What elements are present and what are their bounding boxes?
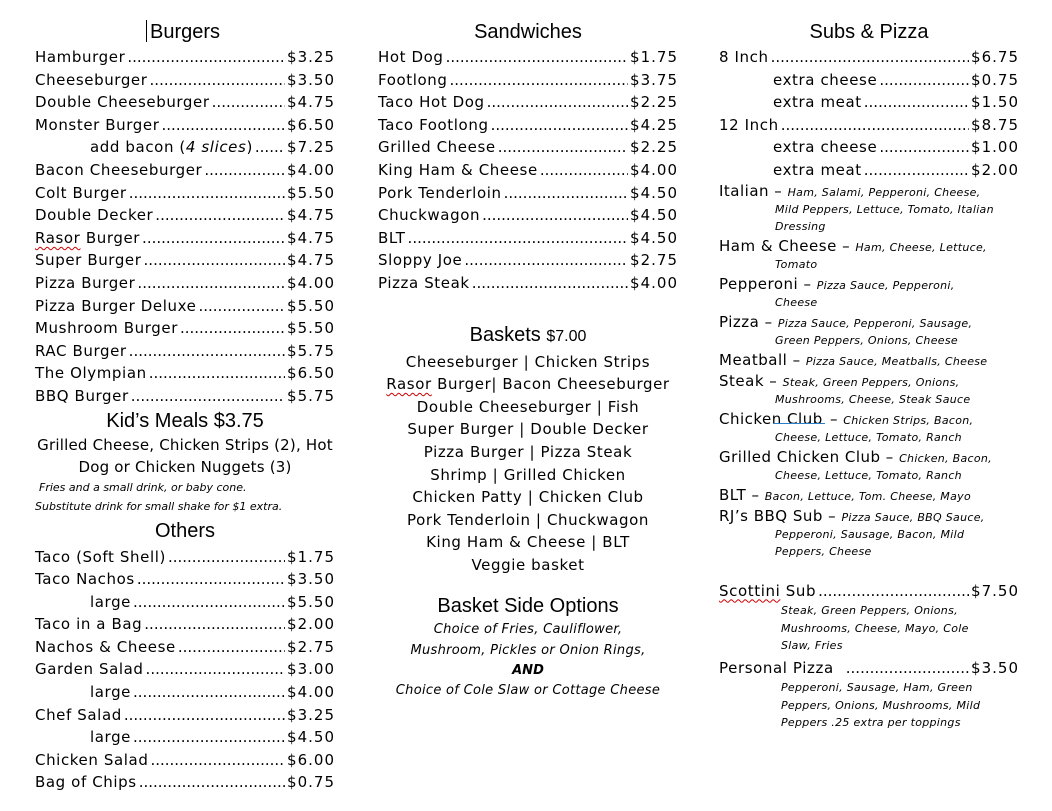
- menu-item-price: $2.75: [287, 637, 335, 656]
- menu-item-name: Pork Tenderloin: [378, 183, 502, 202]
- basket-line: Shrimp | Grilled Chicken: [430, 465, 626, 484]
- subs-title: Subs & Pizza: [809, 21, 929, 43]
- menu-item-name: Pizza Steak: [378, 273, 470, 292]
- sub-item-name: Meatball: [719, 350, 788, 369]
- menu-item-name: Taco Nachos: [35, 570, 135, 589]
- menu-item-name: large: [90, 683, 132, 702]
- menu-item-price: $4.00: [630, 160, 678, 179]
- menu-item-name: Mushroom Burger: [35, 319, 178, 338]
- menu-item: [719, 46, 1019, 69]
- menu-item-name: Pizza Burger: [35, 273, 136, 292]
- menu-item-name: Taco (Soft Shell): [35, 547, 166, 566]
- sub-item-name: Steak: [719, 371, 765, 390]
- basket-line: Chicken Patty | Chicken Club: [412, 488, 644, 507]
- menu-item: [35, 613, 335, 636]
- menu-item: [35, 295, 335, 318]
- desc-line: Peppers, Onions, Mushrooms, Mild: [781, 698, 981, 712]
- link-underline: [773, 413, 825, 424]
- menu-item-price: $3.75: [630, 70, 678, 89]
- sub-item: Ham & Cheese – Ham, Cheese, Lettuce, Tomato: [719, 238, 1019, 273]
- personal-pizza-name: Personal Pizza: [719, 658, 834, 677]
- kids-line2: Dog or Chicken Nuggets (3): [78, 457, 292, 476]
- menu-item: [35, 227, 335, 250]
- menu-item: [378, 69, 678, 92]
- menu-item-name: Chicken Salad: [35, 750, 149, 769]
- menu-item-name: Colt Burger: [35, 183, 127, 202]
- menu-item-price: $1.50: [971, 93, 1019, 112]
- menu-item-name: add bacon (4 slices): [90, 138, 253, 157]
- menu-item-name: Sloppy Joe: [378, 251, 463, 270]
- basket-line: King Ham & Cheese | BLT: [426, 533, 630, 552]
- menu-item: [35, 385, 335, 408]
- sub-item-desc: Chicken, Bacon,: [899, 451, 992, 465]
- desc-line: Peppers .25 extra per toppings: [781, 716, 961, 730]
- menu-item-name: Footlong: [378, 70, 448, 89]
- menu-item-price: $5.75: [287, 341, 335, 360]
- menu-item: [35, 704, 335, 727]
- menu-item: [719, 91, 1019, 114]
- column-burgers: [35, 18, 335, 794]
- baskets-title: [378, 321, 678, 351]
- sub-item: Chicken Club – Chicken Strips, Bacon, Cheese, Lettuce, Tomato, Ranch: [719, 411, 1019, 446]
- sub-item-name: Ham & Cheese: [719, 236, 837, 255]
- sub-item-desc: Pizza Sauce, Pepperoni, Sausage,: [777, 316, 973, 330]
- desc-line: Pepperoni, Sausage, Ham, Green: [781, 681, 973, 695]
- menu-item: [35, 136, 335, 159]
- menu-item-name: 8 Inch: [719, 48, 769, 66]
- menu-item-name: extra meat: [773, 160, 862, 179]
- menu-item: [719, 136, 1019, 159]
- menu-item: [35, 317, 335, 340]
- menu-item-price: $5.50: [287, 296, 335, 315]
- menu-item-price: $7.25: [287, 138, 335, 157]
- menu-item-name: Bacon Cheeseburger: [35, 160, 203, 179]
- menu-item-price: $5.50: [287, 319, 335, 338]
- menu-item-name: The Olympian: [35, 364, 147, 383]
- sub-item-desc: Pizza Sauce, Pepperoni,: [816, 278, 955, 292]
- scottini-price: $7.50: [971, 581, 1019, 600]
- menu-item: [35, 69, 335, 92]
- menu-item-name: extra meat: [773, 93, 862, 112]
- menu-item: [35, 771, 335, 794]
- menu-item-name: RAC Burger: [35, 341, 127, 360]
- sub-item-name: RJ’s BBQ Sub: [719, 506, 823, 525]
- menu-item: [35, 249, 335, 272]
- menu-item-price: $3.25: [287, 48, 335, 66]
- sub-item-desc-cont: Cheese, Lettuce, Tomato, Ranch: [775, 430, 962, 444]
- menu-item-price: $4.75: [287, 206, 335, 225]
- sub-item-name: Italian: [719, 181, 770, 200]
- menu-item-price: $4.50: [630, 183, 678, 202]
- sub-item-name: Pizza: [719, 312, 760, 331]
- menu-item-price: $4.75: [287, 251, 335, 270]
- subs-size-list: [719, 46, 1019, 182]
- menu-item-price: $0.75: [287, 773, 335, 792]
- menu-item: [35, 726, 335, 749]
- sub-item-desc-cont: Dressing: [775, 219, 826, 233]
- sub-item-desc: Pizza Sauce, BBQ Sauce,: [841, 510, 985, 524]
- sub-item-name: BLT: [719, 485, 747, 504]
- scottini-block: [719, 580, 1019, 655]
- menu-item-name: Double Cheeseburger: [35, 93, 210, 112]
- menu-item-price: $8.75: [971, 115, 1019, 134]
- basket-line: Pizza Burger | Pizza Steak: [423, 442, 633, 461]
- menu-item-price: $1.75: [287, 547, 335, 566]
- sub-item-name: Chicken Club: [719, 409, 823, 428]
- menu-item-name: 12 Inch: [719, 115, 779, 134]
- baskets-list: [378, 351, 678, 577]
- menu-item: [35, 749, 335, 772]
- burgers-list: [35, 46, 335, 408]
- menu-item-name: BBQ Burger: [35, 386, 129, 405]
- menu-item: [35, 204, 335, 227]
- scottini-row: [719, 580, 1019, 603]
- menu-item: [35, 658, 335, 681]
- menu-item: [35, 114, 335, 137]
- menu-item-name: large: [90, 728, 132, 747]
- basket-line: Double Cheeseburger | Fish: [416, 397, 640, 416]
- menu-item-name: Cheeseburger: [35, 70, 148, 89]
- menu-item-price: $6.75: [971, 48, 1019, 66]
- kids-line1: Grilled Cheese, Chicken Strips (2), Hot: [37, 435, 333, 454]
- sub-item: RJ’s BBQ Sub – Pizza Sauce, BBQ Sauce, Pepperoni, Sausage, Bacon, Mild Peppers, Cheese: [719, 508, 1019, 560]
- menu-item: [35, 568, 335, 591]
- menu-item-name: Bag of Chips: [35, 773, 137, 792]
- menu-item-price: $4.75: [287, 228, 335, 247]
- menu-item: [378, 272, 678, 295]
- menu-item-price: $5.50: [287, 183, 335, 202]
- menu-item: [378, 46, 678, 69]
- menu-item: [378, 91, 678, 114]
- side-options-line3: Choice of Cole Slaw or Cottage Cheese: [395, 683, 661, 699]
- menu-item-name: Rasor Burger: [35, 228, 141, 247]
- menu-item: [719, 159, 1019, 182]
- menu-item: [35, 546, 335, 569]
- menu-item-name: King Ham & Cheese: [378, 160, 538, 179]
- personal-pizza-block: [719, 657, 1019, 732]
- sub-item: Steak – Steak, Green Peppers, Onions, Mushrooms, Cheese, Steak Sauce: [719, 373, 1019, 408]
- menu-item: [35, 91, 335, 114]
- menu-item-name: Super Burger: [35, 251, 142, 270]
- sub-item-desc: Steak, Green Peppers, Onions,: [782, 375, 960, 389]
- menu-item-price: $4.50: [287, 728, 335, 747]
- side-options-and: AND: [512, 663, 544, 679]
- subs-desc-list: [719, 183, 1019, 560]
- menu-item: [35, 182, 335, 205]
- menu-item: [35, 46, 335, 69]
- menu-item-name: Grilled Cheese: [378, 138, 496, 157]
- basket-line: Rasor Burger| Bacon Cheeseburger: [386, 375, 670, 394]
- menu-item: [35, 159, 335, 182]
- desc-line: Mushrooms, Cheese, Mayo, Cole: [781, 621, 969, 635]
- menu-item-name: Garden Salad: [35, 660, 144, 679]
- menu-item-name: Taco Footlong: [378, 115, 489, 134]
- menu-item: [35, 272, 335, 295]
- sub-item-name: Grilled Chicken Club: [719, 447, 881, 466]
- menu-item: [35, 340, 335, 363]
- menu-item-price: $4.75: [287, 93, 335, 112]
- basket-line: Super Burger | Double Decker: [407, 420, 649, 439]
- kids-note1: Fries and a small drink, or baby cone.: [39, 480, 247, 494]
- baskets-price: $7.00: [546, 327, 587, 345]
- menu-item-name: BLT: [378, 228, 406, 247]
- sub-item: Pizza – Pizza Sauce, Pepperoni, Sausage, Green Peppers, Onions, Cheese: [719, 314, 1019, 349]
- others-list: [35, 546, 335, 795]
- menu-item-price: $2.00: [287, 615, 335, 634]
- menu-item: [378, 204, 678, 227]
- menu-item-price: $2.25: [630, 138, 678, 157]
- menu-item-price: $2.75: [630, 251, 678, 270]
- desc-line: Slaw, Fries: [781, 639, 843, 653]
- menu-item-price: $3.50: [287, 570, 335, 589]
- menu-item: [35, 636, 335, 659]
- sub-item-desc-cont: Green Peppers, Onions, Cheese: [775, 333, 958, 347]
- sub-item-desc: Chicken Strips, Bacon,: [843, 413, 974, 427]
- menu-item-price: $2.00: [971, 160, 1019, 179]
- menu-item-price: $4.00: [287, 683, 335, 702]
- menu-item-name: large: [90, 592, 132, 611]
- column-sandwiches: [378, 18, 678, 702]
- menu-item-name: Pizza Burger Deluxe: [35, 296, 197, 315]
- menu-item-price: $4.50: [630, 206, 678, 225]
- personal-pizza-row: [719, 657, 1019, 680]
- menu-item-name: extra cheese: [773, 138, 878, 157]
- menu-item-price: $6.00: [287, 750, 335, 769]
- sandwiches-title: Sandwiches: [474, 21, 582, 43]
- baskets-title-text: Baskets: [469, 323, 541, 346]
- menu-item-name: Chef Salad: [35, 705, 122, 724]
- kids-title: Kid’s Meals $3.75: [106, 409, 264, 432]
- sub-item-desc-cont: Cheese, Lettuce, Tomato, Ranch: [775, 468, 962, 482]
- menu-item-name: extra cheese: [773, 70, 878, 89]
- sub-item: Meatball – Pizza Sauce, Meatballs, Cheese: [719, 350, 988, 369]
- sub-item-desc-cont: Mushrooms, Cheese, Steak Sauce: [775, 392, 971, 406]
- menu-item: [35, 591, 335, 614]
- side-options-line2: Mushroom, Pickles or Onion Rings,: [410, 642, 646, 658]
- side-options-line1: Choice of Fries, Cauliflower,: [433, 622, 623, 638]
- sub-item-name: Pepperoni: [719, 274, 799, 293]
- menu-item-price: $5.75: [287, 386, 335, 405]
- menu-item-price: $3.00: [287, 660, 335, 679]
- menu-item: [719, 69, 1019, 92]
- sub-item-desc-cont: Peppers, Cheese: [775, 544, 872, 558]
- menu-item: [35, 681, 335, 704]
- scottini-desc: [719, 602, 1019, 655]
- column-subs: [719, 18, 1019, 732]
- side-options-title: Basket Side Options: [437, 595, 619, 618]
- sub-item-desc-cont: Cheese: [775, 295, 818, 309]
- sub-item: Grilled Chicken Club – Chicken, Bacon, Cheese, Lettuce, Tomato, Ranch: [719, 449, 1019, 484]
- kids-note2: Substitute drink for small shake for $1 extra.: [35, 499, 283, 513]
- sub-item-desc: Pizza Sauce, Meatballs, Cheese: [805, 354, 988, 368]
- menu-item-price: $1.75: [630, 48, 678, 66]
- menu-item-price: $4.50: [630, 228, 678, 247]
- menu-item-price: $4.00: [287, 273, 335, 292]
- menu-item-price: $1.00: [971, 138, 1019, 157]
- sub-item-desc-cont: Tomato: [775, 257, 818, 271]
- scottini-name: Scottini Sub: [719, 581, 817, 600]
- desc-line: Steak, Green Peppers, Onions,: [781, 604, 958, 618]
- sub-item: BLT – Bacon, Lettuce, Tom. Cheese, Mayo: [719, 485, 971, 504]
- menu-item-name: Nachos & Cheese: [35, 637, 176, 656]
- menu-item: [378, 249, 678, 272]
- menu-item-price: $3.25: [287, 705, 335, 724]
- menu-item: [378, 227, 678, 250]
- personal-pizza-desc: [719, 679, 1019, 732]
- menu-item-price: $3.50: [287, 70, 335, 89]
- menu-item-name: Monster Burger: [35, 115, 160, 134]
- basket-line: Veggie basket: [471, 555, 585, 574]
- basket-line: Pork Tenderloin | Chuckwagon: [406, 510, 650, 529]
- menu-item-name: Taco Hot Dog: [378, 93, 485, 112]
- menu-item-name: Chuckwagon: [378, 206, 481, 225]
- menu-item: [35, 362, 335, 385]
- sub-item-desc: Ham, Salami, Pepperoni, Cheese,: [787, 185, 981, 199]
- sandwiches-list: [378, 46, 678, 295]
- menu-item-name: Hamburger: [35, 48, 126, 66]
- menu-item: [378, 136, 678, 159]
- menu-item: [719, 114, 1019, 137]
- sub-item-desc: Bacon, Lettuce, Tom. Cheese, Mayo: [764, 489, 971, 503]
- menu-item: [378, 159, 678, 182]
- menu-item: [378, 182, 678, 205]
- menu-item-name: Double Decker: [35, 206, 154, 225]
- menu-item-price: $5.50: [287, 592, 335, 611]
- sub-item: Pepperoni – Pizza Sauce, Pepperoni, Cheese: [719, 276, 1019, 311]
- burgers-title: Burgers: [149, 21, 221, 43]
- sub-item-desc: Ham, Cheese, Lettuce,: [855, 240, 987, 254]
- menu-item-name: Hot Dog: [378, 48, 444, 66]
- others-title: Others: [154, 519, 216, 542]
- menu-item-price: $2.25: [630, 93, 678, 112]
- menu-item-name: Taco in a Bag: [35, 615, 143, 634]
- menu-item-price: $4.00: [287, 160, 335, 179]
- personal-pizza-price: $3.50: [971, 658, 1019, 677]
- menu-item-price: $4.25: [630, 115, 678, 134]
- menu-item-price: $6.50: [287, 115, 335, 134]
- menu-item-price: $4.00: [630, 273, 678, 292]
- sub-item-desc-cont: Mild Peppers, Lettuce, Tomato, Italian: [775, 202, 994, 216]
- sub-item-desc-cont: Pepperoni, Sausage, Bacon, Mild: [775, 527, 965, 541]
- menu-item-price: $6.50: [287, 364, 335, 383]
- menu-item: [378, 114, 678, 137]
- menu-item-price: $0.75: [971, 70, 1019, 89]
- sub-item: Italian – Ham, Salami, Pepperoni, Cheese, Mild Peppers, Lettuce, Tomato, Italian Dressing: [719, 183, 1019, 235]
- basket-line: Cheeseburger | Chicken Strips: [405, 352, 651, 371]
